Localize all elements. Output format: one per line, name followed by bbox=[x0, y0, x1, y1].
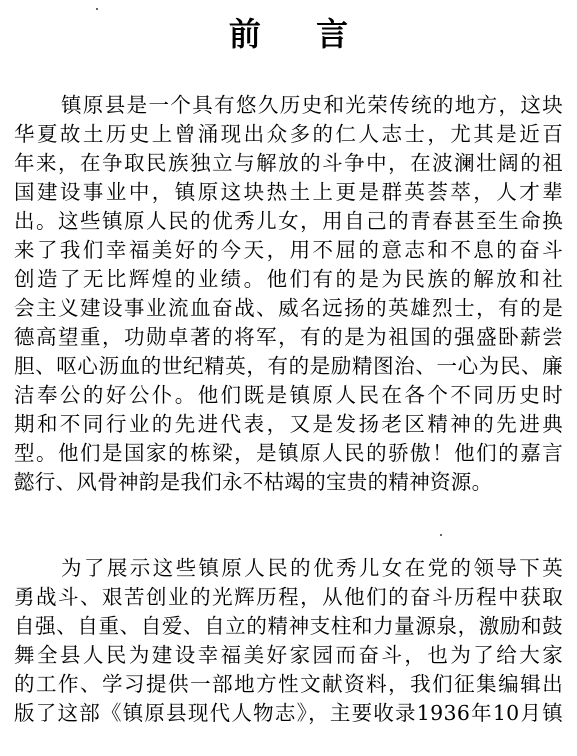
text-line: 华夏故土历史上曾涌现出众多的仁人志士，尤其是近百 bbox=[14, 122, 563, 146]
text-line: 出。这些镇原人民的优秀儿女，用自己的青春甚至生命换 bbox=[14, 209, 563, 233]
paragraph-1 bbox=[14, 91, 563, 497]
text-line: 胆、呕心沥血的世纪精英，有的是励精图治、一心为民、廉 bbox=[14, 354, 563, 378]
scan-speck bbox=[96, 8, 98, 10]
text-line: 懿行、风骨神韵是我们永不枯竭的宝贵的精神资源。 bbox=[14, 470, 493, 494]
text-line: 国建设事业中，镇原这块热土上更是群英荟萃，人才辈 bbox=[14, 180, 563, 204]
text-line: 自强、自重、自爱、自立的精神支柱和力量源泉，激励和鼓 bbox=[14, 614, 563, 638]
text-line: 会主义建设事业流血奋战、威名远扬的英雄烈士，有的是 bbox=[14, 296, 563, 320]
text-line: 镇原县是一个具有悠久历史和光荣传统的地方，这块 bbox=[61, 93, 563, 117]
text-line: 洁奉公的好公仆。他们既是镇原人民在各个不同历史时 bbox=[14, 383, 563, 407]
scan-speck bbox=[440, 534, 442, 536]
text-line: 勇战斗、艰苦创业的光辉历程，从他们的奋斗历程中获取 bbox=[14, 585, 563, 609]
page-title: 前 言 bbox=[228, 15, 371, 53]
text-line: 创造了无比辉煌的业绩。他们有的是为民族的解放和社 bbox=[14, 267, 563, 291]
text-line: 期和不同行业的先进代表，又是发扬老区精神的先进典 bbox=[14, 412, 563, 436]
text-line: 舞全县人民为建设幸福美好家园而奋斗，也为了给大家 bbox=[14, 643, 563, 667]
text-line: 为了展示这些镇原人民的优秀儿女在党的领导下英 bbox=[61, 556, 563, 580]
text-line: 来了我们幸福美好的今天，用不屈的意志和不息的奋斗 bbox=[14, 238, 563, 262]
text-line: 的工作、学习提供一部地方性文献资料，我们征集编辑出 bbox=[14, 672, 563, 696]
text-line: 德高望重，功勋卓著的将军，有的是为祖国的强盛卧薪尝 bbox=[14, 325, 563, 349]
text-line: 版了这部《镇原县现代人物志》，主要收录1936年10月镇 bbox=[14, 701, 563, 725]
paragraph-2 bbox=[14, 554, 563, 728]
text-line: 年来，在争取民族独立与解放的斗争中，在波澜壮阔的祖 bbox=[14, 151, 563, 175]
text-line: 型。他们是国家的栋梁，是镇原人民的骄傲！他们的嘉言 bbox=[14, 441, 563, 465]
